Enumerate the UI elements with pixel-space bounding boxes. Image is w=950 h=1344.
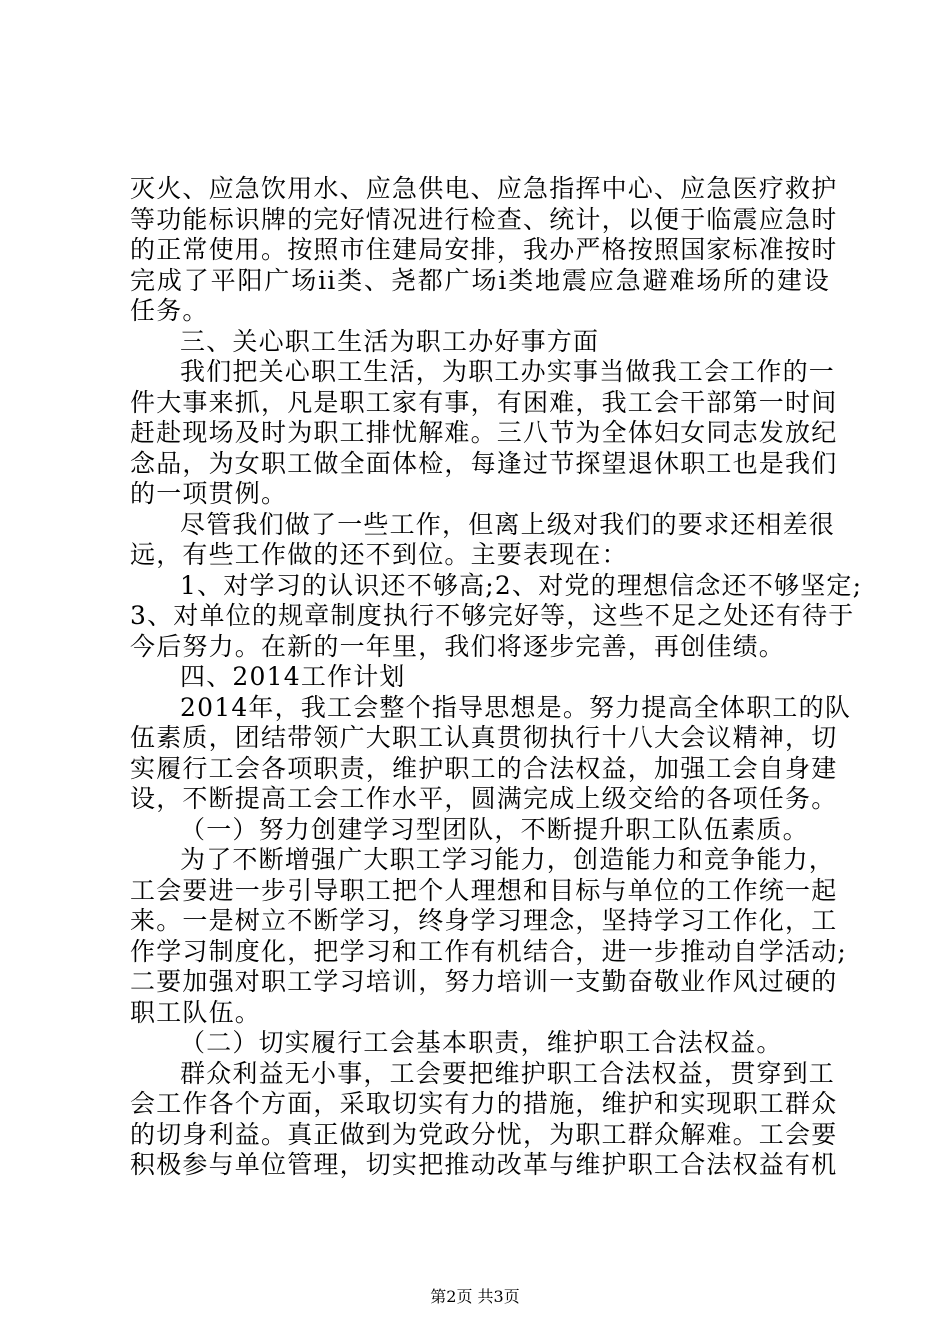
body-line: 件大事来抓，凡是职工家有事，有困难，我工会干部第一时间 — [130, 387, 838, 417]
subsection-heading: （一）努力创建学习型团队，不断提升职工队伍素质。 — [180, 814, 809, 844]
body-line: 二要加强对职工学习培训，努力培训一支勤奋敬业作风过硬的 — [130, 967, 838, 996]
body-line: 工会要进一步引导职工把个人理想和目标与单位的工作统一起 — [130, 875, 838, 905]
body-line: 赶赴现场及时为职工排忧解难。三八节为全体妇女同志发放纪 — [130, 418, 838, 447]
body-line: 的切身利益。真正做到为党政分忧，为职工群众解难。工会要 — [130, 1119, 838, 1149]
body-line: 作学习制度化，把学习和工作有机结合，进一步推动自学活动; — [130, 936, 848, 966]
body-line: 等功能标识牌的完好情况进行检查、统计，以便于临震应急时 — [130, 204, 838, 234]
body-line: 群众利益无小事，工会要把维护职工合法权益，贯穿到工 — [180, 1058, 836, 1088]
body-line: 3、对单位的规章制度执行不够完好等，这些不足之处还有待于 — [130, 601, 855, 630]
document-body — [130, 174, 863, 1181]
body-line: 实履行工会各项职责，维护职工的合法权益，加强工会自身建 — [130, 753, 838, 783]
body-line: 会工作各个方面，采取切实有力的措施，维护和实现职工群众 — [130, 1089, 838, 1118]
body-line: 我们把关心职工生活，为职工办实事当做我工会工作的一 — [180, 357, 836, 386]
body-line: 伍素质，团结带领广大职工认真贯彻执行十八大会议精神，切 — [130, 723, 838, 752]
body-line: 设，不断提高工会工作水平，圆满完成上级交给的各项任务。 — [130, 784, 838, 813]
body-line: 念品，为女职工做全面体检，每逢过节探望退休职工也是我们 — [130, 448, 838, 478]
body-line: 积极参与单位管理，切实把推动改革与维护职工合法权益有机 — [130, 1150, 838, 1179]
body-line: 今后努力。在新的一年里，我们将逐步完善，再创佳绩。 — [130, 631, 786, 661]
body-line: 为了不断增强广大职工学习能力，创造能力和竞争能力， — [180, 845, 836, 874]
body-line: 职工队伍。 — [130, 997, 262, 1027]
section-heading: 四、2014工作计划 — [180, 662, 406, 691]
body-line: 的一项贯例。 — [130, 479, 288, 508]
body-line: 的正常使用。按照市住建局安排，我办严格按照国家标准按时 — [130, 235, 838, 264]
body-line: 任务。 — [130, 296, 209, 325]
body-line: 1、对学习的认识还不够高;2、对党的理想信念还不够坚定; — [180, 570, 863, 600]
subsection-heading: （二）切实履行工会基本职责，维护职工合法权益。 — [180, 1028, 783, 1057]
body-line: 2014年，我工会整个指导思想是。努力提高全体职工的队 — [180, 692, 852, 722]
body-line: 尽管我们做了一些工作，但离上级对我们的要求还相差很 — [180, 509, 836, 539]
body-line: 完成了平阳广场ii类、尧都广场i类地震应急避难场所的建设 — [130, 265, 830, 295]
body-line: 灭火、应急饮用水、应急供电、应急指挥中心、应急医疗救护 — [130, 174, 838, 203]
section-heading: 三、关心职工生活为职工办好事方面 — [180, 326, 600, 356]
body-line: 远，有些工作做的还不到位。主要表现在： — [130, 540, 628, 569]
body-line: 来。一是树立不断学习，终身学习理念，坚持学习工作化，工 — [130, 906, 838, 935]
page-number-footer: 第2页 共3页 — [430, 1287, 520, 1306]
